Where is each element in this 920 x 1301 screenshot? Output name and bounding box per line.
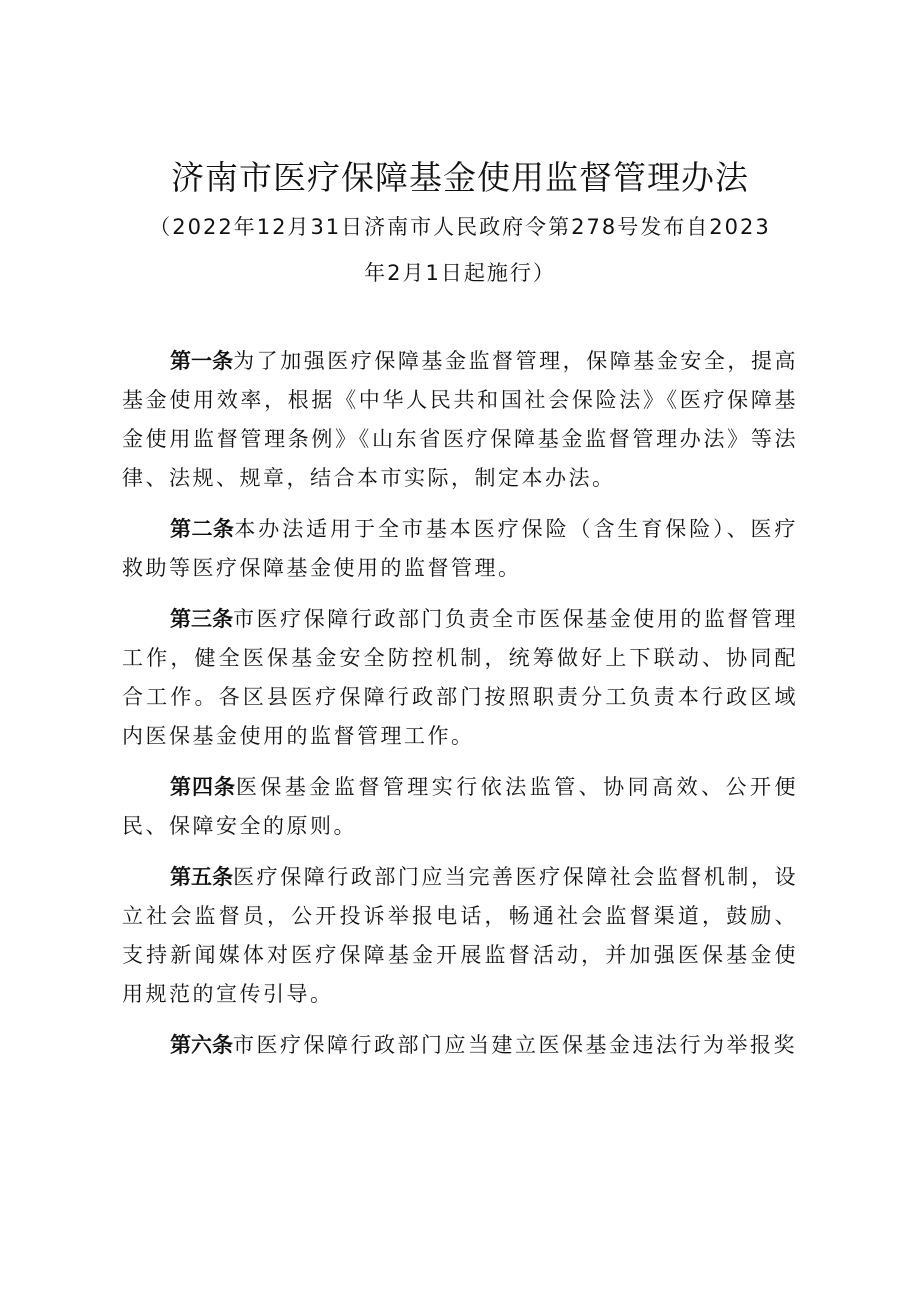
article-2 [122, 510, 798, 588]
subtitle-line-2: 年2月1日起施行） [364, 261, 556, 285]
article-text: 本办法适用于全市基本医疗保险（含生育保险）、医疗救助等医疗保障基金使用的监督管理。 [122, 517, 798, 580]
article-text: 医疗保障行政部门应当完善医疗保障社会监督机制，设立社会监督员，公开投诉举报电话，畅通社会监督渠道，鼓励、支持新闻媒体对医疗保障基金开展监督活动，并加强医保基金使用规范的宣传引导。 [122, 865, 799, 1006]
article-label: 第一条 [170, 349, 234, 373]
article-text: 为了加强医疗保障基金监督管理，保障基金安全，提高基金使用效率，根据《中华人民共和国社会保险法》《医疗保障基金使用监督管理条例》《山东省医疗保障基金监督管理办法》等法律、法规、规章，结合本市实际，制定本办法。 [122, 349, 799, 490]
article-1 [122, 342, 798, 498]
article-6 [122, 1026, 798, 1065]
article-text: 医保基金监督管理实行依法监管、协同高效、公开便民、保障安全的原则。 [122, 775, 799, 838]
article-label: 第二条 [170, 517, 235, 541]
article-label: 第四条 [170, 775, 236, 799]
article-text: 市医疗保障行政部门负责全市医保基金使用的监督管理工作，健全医保基金安全防控机制，统筹做好上下联动、协同配合工作。各区县医疗保障行政部门按照职责分工负责本行政区域内医保基金使用的监督管理工作。 [122, 607, 799, 748]
subtitle-line-1: （2022年12月31日济南市人民政府令第278号发布自2023 [149, 215, 771, 239]
article-label: 第三条 [170, 607, 234, 631]
article-3 [122, 600, 798, 756]
article-5 [122, 858, 798, 1014]
document-title: 济南市医疗保障基金使用监督管理办法 [171, 158, 749, 197]
article-label: 第六条 [170, 1033, 233, 1057]
article-text: 市医疗保障行政部门应当建立医保基金违法行为举报奖 [233, 1033, 797, 1057]
article-label: 第五条 [170, 865, 234, 889]
articles-body [122, 342, 798, 1077]
article-4 [122, 768, 798, 846]
document-subtitle [122, 204, 798, 296]
